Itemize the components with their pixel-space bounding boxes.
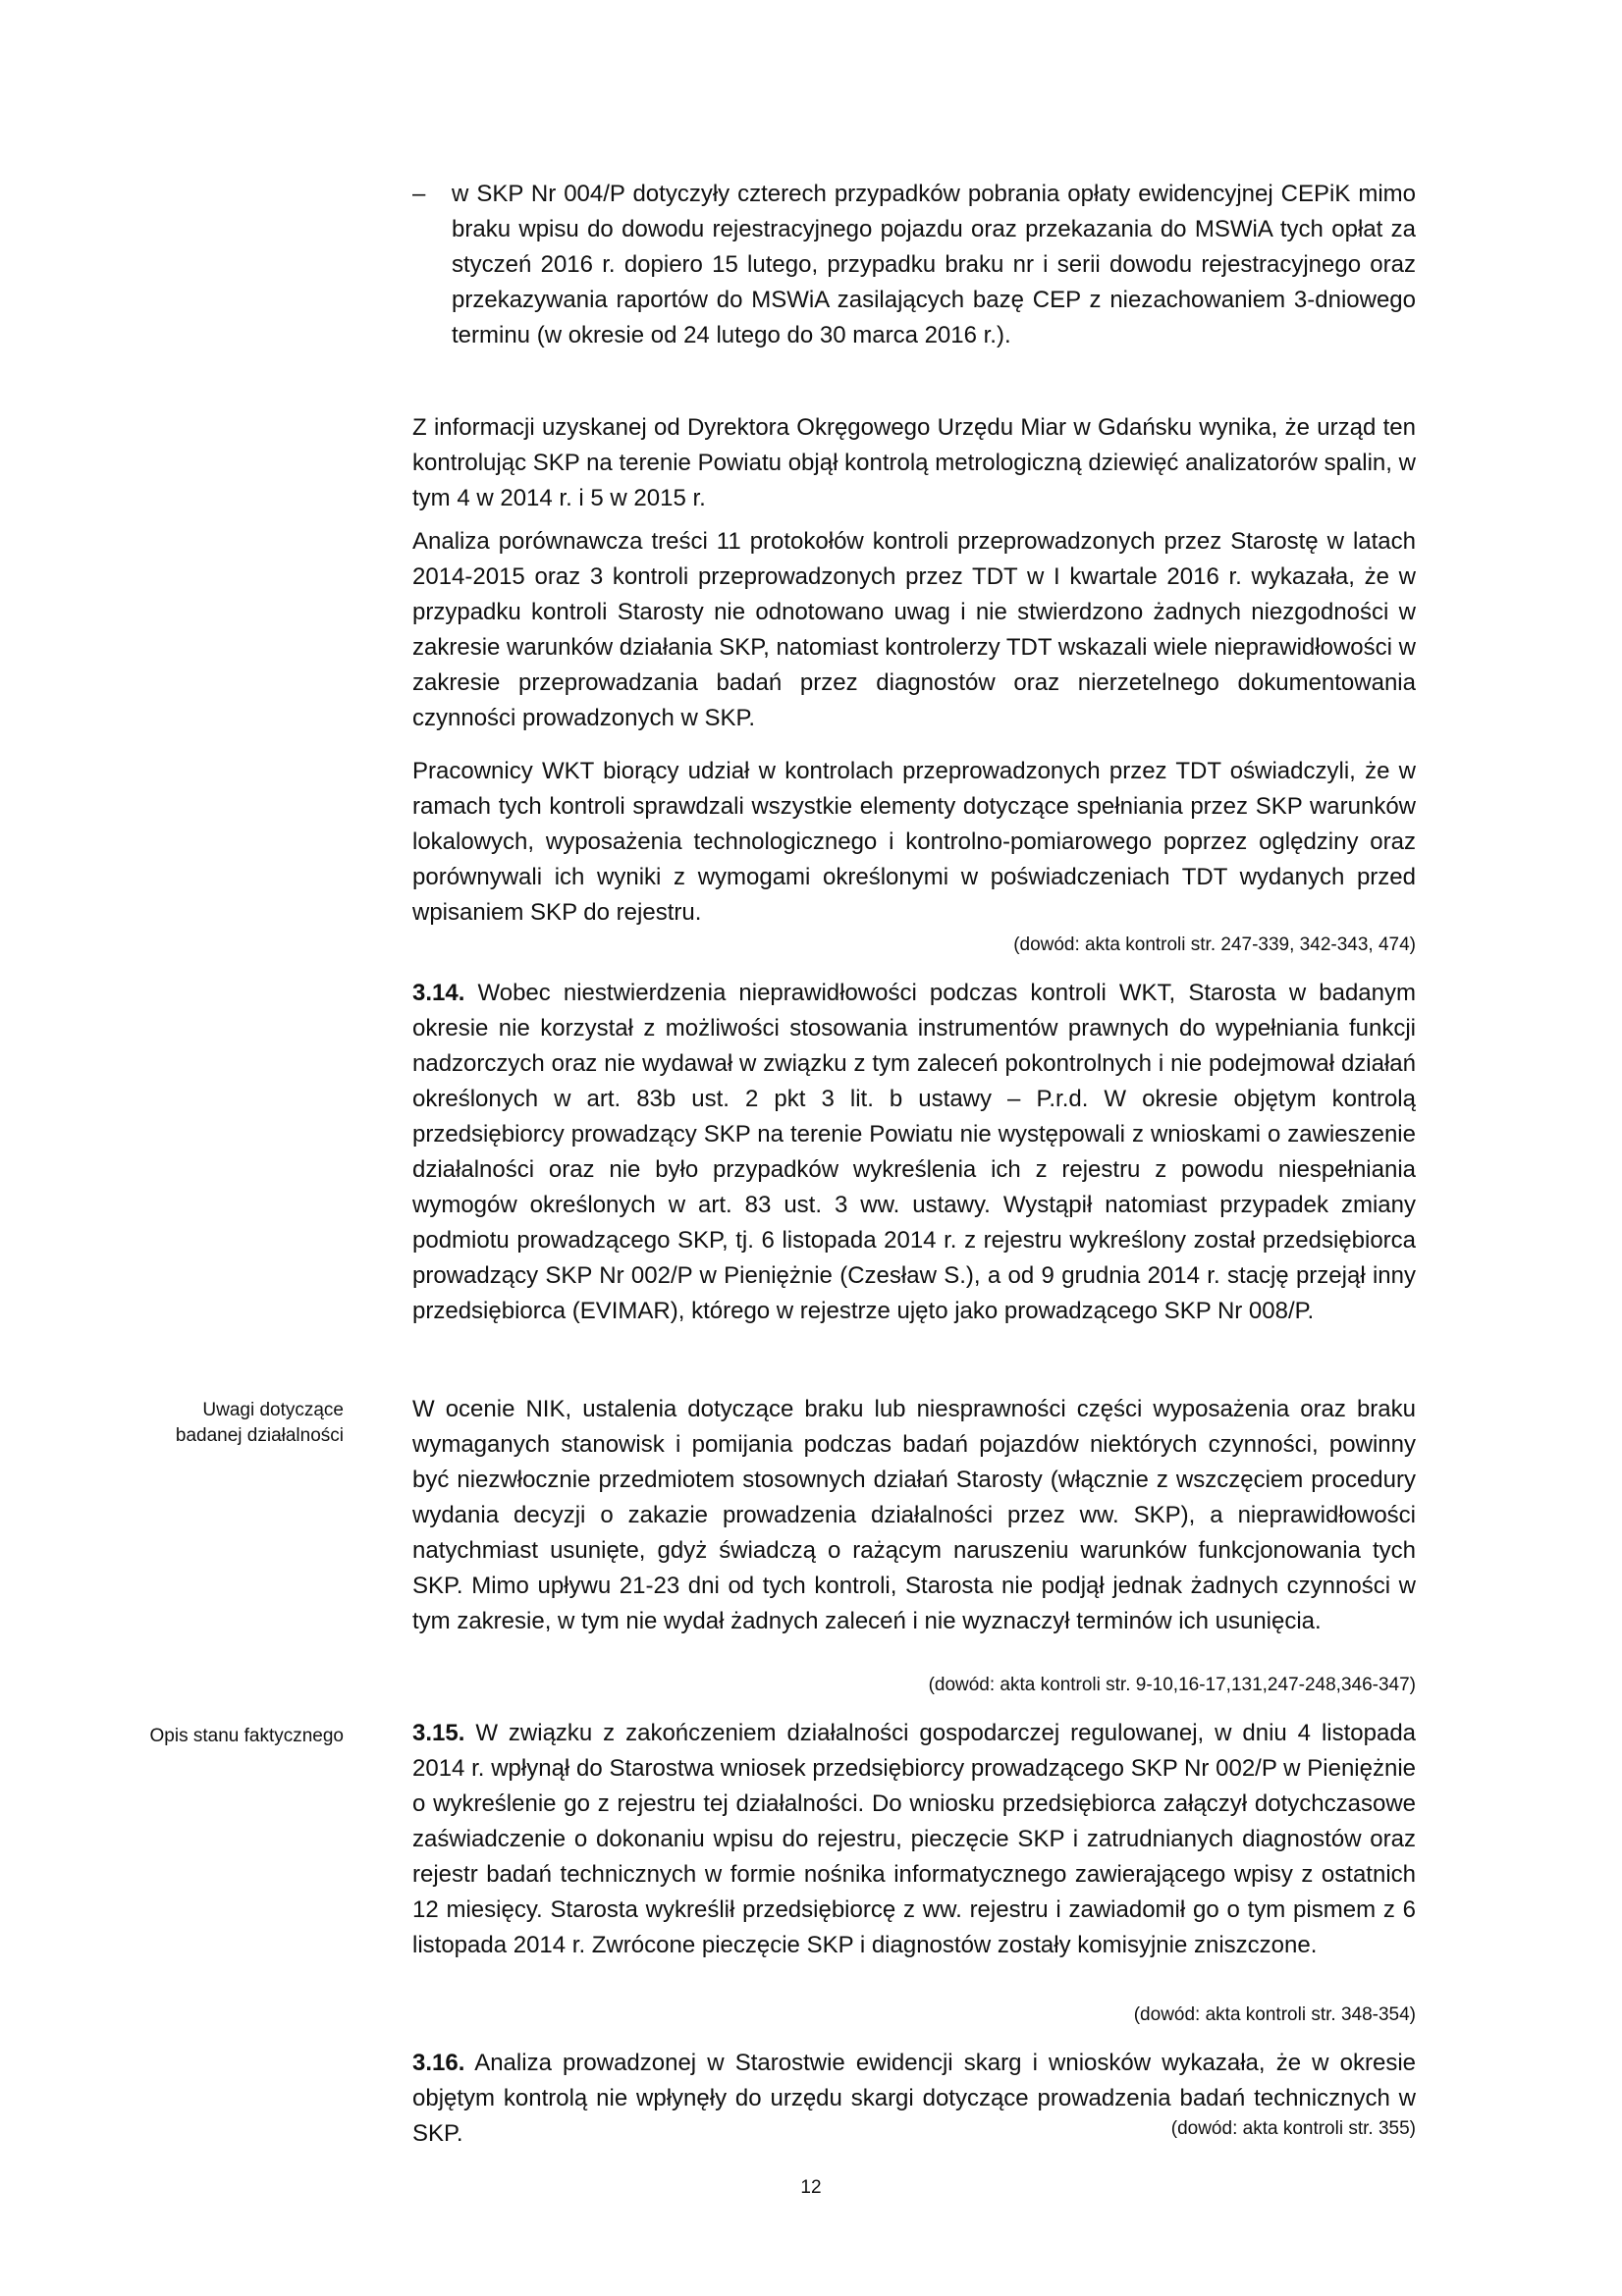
section-number: 3.15. [412, 1720, 465, 1746]
section-number: 3.16. [412, 2050, 465, 2076]
evidence-note: (dowód: akta kontroli str. 355) [1170, 2118, 1416, 2139]
section-text: W związku z zakończeniem działalności gospodarczej regulowanej, w dniu 4 listopada 2014 r. wpłynął do Starostwa wniosek przedsiębiorcy prowadzącego SKP Nr 002/P w Pieniężnie o wykreślenie go z rejestru tej działalności. Do wniosku przedsiębiorca załączył dotychczasowe zaświadczenie o dokonaniu wpisu do rejestru, pieczęcie SKP i zatrudnianych diagnostów oraz rejestr badań technicznych w formie nośnika informatycznego zawierającego wpisy z ostatnich 12 miesięcy. Starosta wykreślił przedsiębiorcę z ww. rejestru i zawiadomił go o tym pismem z 6 listopada 2014 r. Zwrócone pieczęcie SKP i diagnostów zostały komisyjnie zniszczone. [412, 1720, 1417, 1958]
evidence-note: (dowód: akta kontroli str. 348-354) [1133, 2004, 1416, 2025]
list-item [412, 177, 1416, 353]
evidence-note: (dowód: akta kontroli str. 247-339, 342-343, 474) [1013, 934, 1416, 955]
page-number: 12 [800, 2177, 822, 2198]
dash-marker: – [412, 181, 426, 207]
section-number: 3.14. [412, 980, 465, 1006]
section-text: Analiza prowadzonej w Starostwie ewidencji skarg i wniosków wykazała, że w okresie objętym kontrolą nie wpłynęły do urzędu skargi dotyczące prowadzenia badań technicznych w SKP. [412, 2050, 1416, 2147]
section-3-15 [412, 1716, 1416, 1963]
sidenote-opis: Opis stanu faktycznego [149, 1726, 344, 1746]
paragraph: Z informacji uzyskanej od Dyrektora Okręgowego Urzędu Miar w Gdańsku wynika, że urząd ten kontrolując SKP na terenie Powiatu objął kontrolą metrologiczną dziewięć analizatorów spalin, w tym 4 w 2014 r. i 5 w 2015 r. [412, 414, 1416, 511]
sidenote-uwagi: Uwagi dotyczące badanej działalności [175, 1400, 344, 1446]
paragraph: Pracownicy WKT biorący udział w kontrolach przeprowadzonych przez TDT oświadczyli, że w ramach tych kontroli sprawdzali wszystkie elementy dotyczące spełniania przez SKP warunków lokalowych, wyposażenia technologicznego i kontrolno-pomiarowego poprzez oględziny oraz porównywali ich wyniki z wymogami określonymi w poświadczeniach TDT wydanych przed wpisaniem SKP do rejestru. [412, 758, 1416, 926]
section-3-14 [412, 976, 1416, 1329]
list-item-text: w SKP Nr 004/P dotyczyły czterech przypadków pobrania opłaty ewidencyjnej CEPiK mimo braku wpisu do dowodu rejestracyjnego pojazdu oraz przekazania do MSWiA tych opłat za styczeń 2016 r. dopiero 15 lutego, przypadku braku nr i serii dowodu rejestracyjnego oraz przekazywania raportów do MSWiA zasilających bazę CEP z niezachowaniem 3-dniowego terminu (w okresie od 24 lutego do 30 marca 2016 r.). [452, 181, 1416, 348]
paragraph-nik-assessment: W ocenie NIK, ustalenia dotyczące braku lub niesprawności części wyposażenia oraz braku wymaganych stanowisk i pomijania podczas badań pojazdów niektórych czynności, powinny być niezwłocznie przedmiotem stosownych działań Starosty (włącznie z wszczęciem procedury wydania decyzji o zakazie prowadzenia działalności przez ww. SKP), a nieprawidłowości natychmiast usunięte, gdyż świadczą o rażącym naruszeniu warunków funkcjonowania tych SKP. Mimo upływu 21-23 dni od tych kontroli, Starosta nie podjął jednak żadnych czynności w tym zakresie, w tym nie wydał żadnych zaleceń i nie wyznaczył terminów ich usunięcia. [412, 1396, 1416, 1634]
paragraph: Analiza porównawcza treści 11 protokołów kontroli przeprowadzonych przez Starostę w latach 2014-2015 oraz 3 kontroli przeprowadzonych przez TDT w I kwartale 2016 r. wykazała, że w przypadku kontroli Starosty nie odnotowano uwag i nie stwierdzono żadnych niezgodności w zakresie warunków działania SKP, natomiast kontrolerzy TDT wskazali wiele nieprawidłowości w zakresie przeprowadzania badań przez diagnostów oraz nierzetelnego dokumentowania czynności prowadzonych w SKP. [412, 528, 1416, 731]
section-text: Wobec niestwierdzenia nieprawidłowości podczas kontroli WKT, Starosta w badanym okresie nie korzystał z możliwości stosowania instrumentów prawnych do wypełniania funkcji nadzorczych oraz nie wydawał w związku z tym zaleceń pokontrolnych i nie podejmował działań określonych w art. 83b ust. 2 pkt 3 lit. b ustawy – P.r.d. W okresie objętym kontrolą przedsiębiorcy prowadzący SKP na terenie Powiatu nie występowali z wnioskami o zawieszenie działalności oraz nie było przypadków wykreślenia ich z rejestru z powodu niespełniania wymogów określonych w art. 83 ust. 3 ww. ustawy. Wystąpił natomiast przypadek zmiany podmiotu prowadzącego SKP, tj. 6 listopada 2014 r. z rejestru wykreślony został przedsiębiorca prowadzący SKP Nr 002/P w Pieniężnie (Czesław S.), a od 9 grudnia 2014 r. stację przejął inny przedsiębiorca (EVIMAR), którego w rejestrze ujęto jako prowadzącego SKP Nr 008/P. [412, 980, 1416, 1324]
evidence-note: (dowód: akta kontroli str. 9-10,16-17,131,247-248,346-347) [928, 1675, 1416, 1695]
